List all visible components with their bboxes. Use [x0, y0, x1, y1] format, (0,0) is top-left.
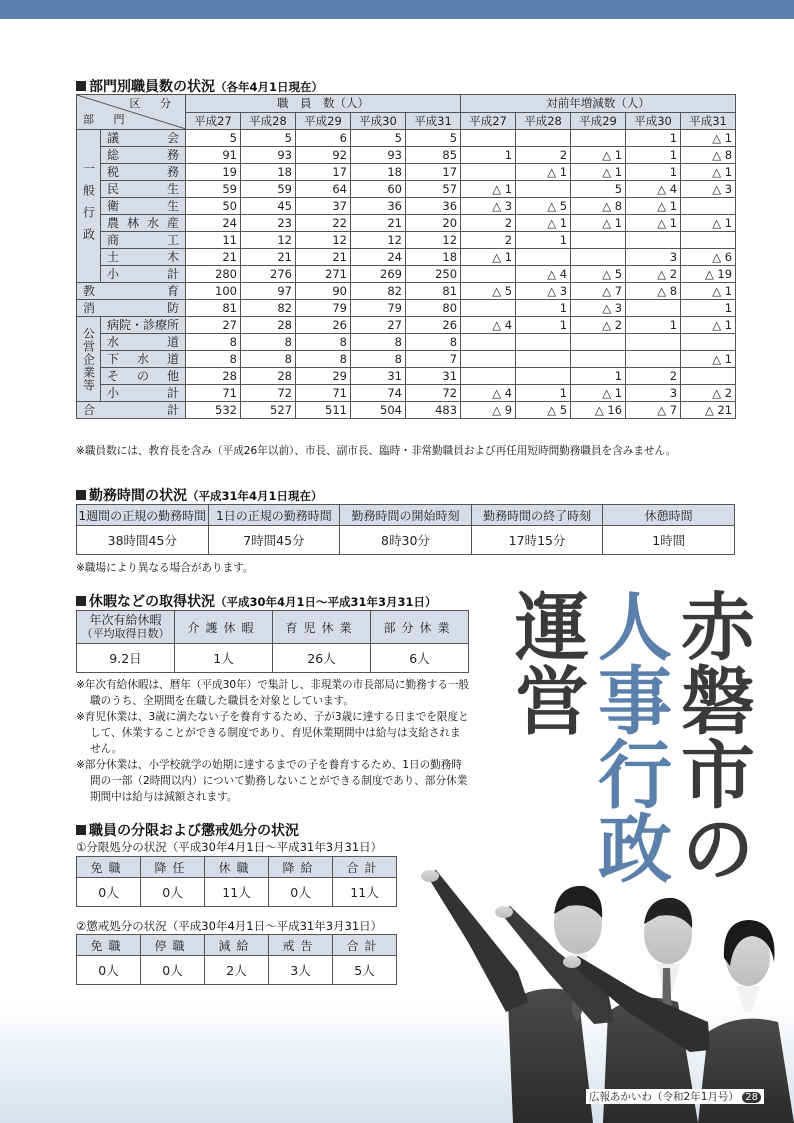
leave-header-annual	[77, 611, 175, 644]
section3-note: （平成30年4月1日～平成31年3月31日）	[215, 595, 437, 609]
table-row	[77, 147, 736, 164]
change-cell: △ 7	[571, 283, 626, 300]
table-row	[77, 164, 736, 181]
change-cell: 1	[626, 317, 681, 334]
work-hours-break: 1時間	[603, 526, 735, 555]
staff-cell: 12	[351, 232, 406, 249]
change-cell: 1	[461, 147, 516, 164]
row-label: その他	[101, 368, 186, 385]
staff-cell: 8	[241, 334, 296, 351]
work-hours-weekly: 38時間45分	[77, 526, 209, 555]
change-cell	[626, 300, 681, 317]
disposition-header-dismissal: 免職	[77, 857, 141, 878]
leave-annual-value: 9.2日	[77, 644, 175, 673]
change-cell	[681, 368, 736, 385]
section2-footnote: ※職場により異なる場合があります。	[76, 562, 254, 574]
change-cell: △ 1	[516, 215, 571, 232]
staff-cell: 6	[296, 130, 351, 147]
staff-cell: 85	[406, 147, 461, 164]
staff-cell: 81	[406, 283, 461, 300]
change-year-header: 平成30	[626, 112, 681, 130]
staff-cell: 31	[406, 368, 461, 385]
staff-cell: 27	[351, 317, 406, 334]
section3-footnote-3: ※部分休業は、小学校就学の始期に達するまでの子を養育するため、1日の勤務時間の一部（2時間以内）について勤務しないことができる制度であり、部分休業期間中は給与は減額されます。	[76, 759, 468, 803]
change-cell: △ 3	[516, 283, 571, 300]
row-label: 総務	[101, 147, 186, 164]
change-cell	[461, 164, 516, 181]
staff-cell: 93	[351, 147, 406, 164]
row-label: 農林水産	[101, 215, 186, 232]
disposition-paycut: 0人	[269, 878, 333, 907]
staff-cell: 8	[186, 351, 241, 368]
table-row	[77, 232, 736, 249]
change-cell	[461, 351, 516, 368]
square-bullet-icon	[76, 490, 86, 500]
leave-care-value: 1人	[175, 644, 273, 673]
disposition-header-leave: 休職	[205, 857, 269, 878]
leave-header-annual-sub: （平均取得日数）	[81, 627, 170, 640]
change-cell	[681, 232, 736, 249]
table-row	[77, 317, 736, 334]
change-cell: 1	[626, 130, 681, 147]
section2-title	[76, 485, 323, 505]
change-cell	[681, 198, 736, 215]
staff-cell: 5	[351, 130, 406, 147]
staff-cell: 511	[296, 402, 351, 419]
staff-cell: 71	[186, 385, 241, 402]
change-cell: 3	[626, 249, 681, 266]
staff-cell: 527	[241, 402, 296, 419]
staff-cell: 91	[186, 147, 241, 164]
staff-cell: 64	[296, 181, 351, 198]
staff-cell: 82	[351, 283, 406, 300]
change-cell: △ 5	[516, 402, 571, 419]
change-cell	[571, 351, 626, 368]
change-cell: △ 5	[461, 283, 516, 300]
section2-note: （平成31年4月1日現在）	[187, 489, 323, 503]
table-row	[77, 334, 736, 351]
row-label: 商工	[101, 232, 186, 249]
change-cell: △ 19	[681, 266, 736, 283]
change-cell: △ 1	[626, 215, 681, 232]
change-cell	[681, 334, 736, 351]
staff-cell: 57	[406, 181, 461, 198]
staff-cell: 23	[241, 215, 296, 232]
staff-count-table	[76, 94, 736, 419]
staff-cell: 250	[406, 266, 461, 283]
staff-year-header: 平成30	[351, 112, 406, 130]
status-disposition-table	[76, 856, 397, 907]
staff-cell: 97	[241, 283, 296, 300]
staff-cell: 280	[186, 266, 241, 283]
section1-footnote: ※職員数には、教育長を含み（平成26年以前）、市長、副市長、臨時・非常勤職員および再任用短時間勤務職員を含みません。	[76, 445, 677, 457]
staff-cell: 18	[351, 164, 406, 181]
section1-note: （各年4月1日現在）	[215, 80, 324, 94]
change-cell	[571, 249, 626, 266]
change-cell: △ 5	[571, 266, 626, 283]
work-hours-header-weekly: 1週間の正規の勤務時間	[77, 505, 209, 526]
staff-cell: 12	[241, 232, 296, 249]
table-corner	[77, 95, 186, 130]
section1-title-text: 部門別職員数の状況	[89, 79, 215, 95]
staff-cell: 8	[296, 334, 351, 351]
discipline-dismissal: 0人	[77, 956, 141, 985]
page-title-line3: 運営	[503, 588, 589, 736]
change-cell	[516, 181, 571, 198]
page-footer	[586, 1089, 764, 1104]
change-year-header: 平成31	[681, 112, 736, 130]
change-cell: △ 1	[681, 283, 736, 300]
change-cell: △ 3	[461, 198, 516, 215]
staff-year-header: 平成28	[241, 112, 296, 130]
dept-group-general: 一般行政	[77, 130, 101, 283]
staff-cell: 269	[351, 266, 406, 283]
top-band	[0, 0, 794, 19]
change-cell: △ 1	[461, 181, 516, 198]
table-row	[77, 351, 736, 368]
change-cell: 1	[681, 300, 736, 317]
change-cell: △ 8	[681, 147, 736, 164]
staff-cell: 45	[241, 198, 296, 215]
staff-cell: 21	[296, 249, 351, 266]
staff-cell: 11	[186, 232, 241, 249]
staff-cell: 21	[241, 249, 296, 266]
change-cell: △ 1	[681, 215, 736, 232]
staff-cell: 8	[351, 351, 406, 368]
change-cell: 3	[626, 385, 681, 402]
change-cell: 1	[571, 368, 626, 385]
change-cell: △ 6	[681, 249, 736, 266]
staff-cell: 31	[351, 368, 406, 385]
change-cell: △ 1	[681, 351, 736, 368]
discipline-header-dismissal: 免職	[77, 935, 141, 956]
discipline-header-reprimand: 戒告	[269, 935, 333, 956]
staff-cell: 79	[351, 300, 406, 317]
work-hours-table	[76, 504, 735, 555]
section3-title	[76, 591, 437, 611]
work-hours-start: 8時30分	[340, 526, 472, 555]
leave-table	[76, 610, 469, 673]
change-cell: △ 1	[626, 198, 681, 215]
disposition-header-demotion: 降任	[141, 857, 205, 878]
staff-cell: 276	[241, 266, 296, 283]
change-cell: 2	[516, 147, 571, 164]
corner-top-label: 区 分	[129, 97, 179, 110]
staff-cell: 100	[186, 283, 241, 300]
staff-cell: 18	[406, 249, 461, 266]
section2-title-text: 勤務時間の状況	[89, 488, 187, 504]
discipline-total: 5人	[333, 956, 397, 985]
staff-cell: 19	[186, 164, 241, 181]
change-cell: 1	[516, 385, 571, 402]
dept-group-public: 公営企業等	[77, 317, 101, 402]
corner-bottom-label: 部 門	[83, 113, 133, 126]
discipline-sub2: ②懲戒処分の状況（平成30年4月1日～平成31年3月31日）	[76, 919, 383, 933]
table-row	[77, 266, 736, 283]
change-cell: △ 8	[571, 198, 626, 215]
work-hours-header-start: 勤務時間の開始時刻	[340, 505, 472, 526]
row-label: 教育	[77, 283, 186, 300]
change-cell: 1	[516, 232, 571, 249]
staff-cell: 81	[186, 300, 241, 317]
change-cell	[516, 351, 571, 368]
staff-table-body	[77, 130, 736, 419]
discipline-sub1: ①分限処分の状況（平成30年4月1日～平成31年3月31日）	[76, 840, 383, 854]
staff-cell: 80	[406, 300, 461, 317]
square-bullet-icon	[76, 825, 86, 835]
change-cell: 5	[571, 181, 626, 198]
staff-year-header: 平成27	[186, 112, 241, 130]
staff-cell: 24	[351, 249, 406, 266]
change-cell: △ 1	[571, 147, 626, 164]
work-hours-end: 17時15分	[471, 526, 603, 555]
footer-publication: 広報あかいわ（令和2年1月号）	[589, 1091, 739, 1103]
change-cell	[571, 232, 626, 249]
discipline-header-suspension: 停職	[141, 935, 205, 956]
change-cell: △ 2	[681, 385, 736, 402]
change-cell	[571, 130, 626, 147]
change-cell: △ 8	[626, 283, 681, 300]
table-row	[77, 368, 736, 385]
change-cell	[516, 249, 571, 266]
staff-cell: 8	[186, 334, 241, 351]
change-cell: △ 5	[516, 198, 571, 215]
change-cell: △ 1	[571, 164, 626, 181]
staff-cell: 26	[406, 317, 461, 334]
leave-header-childcare: 育児休業	[273, 611, 371, 644]
table-row	[77, 385, 736, 402]
work-hours-daily: 7時間45分	[208, 526, 340, 555]
change-cell	[571, 334, 626, 351]
row-label: 土木	[101, 249, 186, 266]
square-bullet-icon	[76, 596, 86, 606]
staff-year-header: 平成31	[406, 112, 461, 130]
change-cell: △ 16	[571, 402, 626, 419]
table-row	[77, 198, 736, 215]
staff-cell: 29	[296, 368, 351, 385]
staff-cell: 24	[186, 215, 241, 232]
row-label: 民生	[101, 181, 186, 198]
change-cell: △ 2	[571, 317, 626, 334]
change-cell	[516, 334, 571, 351]
staff-cell: 72	[241, 385, 296, 402]
change-cell: △ 3	[681, 181, 736, 198]
square-bullet-icon	[76, 81, 86, 91]
table-row	[77, 402, 736, 419]
section3-footnote-2: ※育児休業は、3歳に満たない子を養育するため、子が3歳に達する日までを限度として、休業することができる制度であり、育児休業期間中は給与は支給されません。	[76, 711, 469, 755]
staff-cell: 59	[186, 181, 241, 198]
section4-title-text: 職員の分限および懲戒処分の状況	[89, 823, 299, 839]
row-label: 小計	[101, 266, 186, 283]
leave-header-care: 介護休暇	[175, 611, 273, 644]
section3-footnote-1: ※年次有給休暇は、暦年（平成30年）で集計し、非現業の市長部局に勤務する一般職のうち、全期間を在職した職員を対象としています。	[76, 679, 470, 707]
discipline-suspension: 0人	[141, 956, 205, 985]
staff-cell: 21	[186, 249, 241, 266]
change-cell: △ 4	[626, 181, 681, 198]
change-cell: 1	[626, 164, 681, 181]
staff-cell: 60	[351, 181, 406, 198]
row-label: 水道	[101, 334, 186, 351]
change-cell	[461, 266, 516, 283]
staff-cell: 483	[406, 402, 461, 419]
staff-year-header: 平成29	[296, 112, 351, 130]
change-cell	[461, 368, 516, 385]
staff-cell: 8	[406, 334, 461, 351]
staff-cell: 82	[241, 300, 296, 317]
table-row	[77, 300, 736, 317]
change-cell: △ 7	[626, 402, 681, 419]
section3-footnotes	[76, 677, 470, 805]
row-label: 小計	[101, 385, 186, 402]
staff-cell: 50	[186, 198, 241, 215]
leave-partial-value: 6人	[371, 644, 469, 673]
work-hours-header-break: 休憩時間	[603, 505, 735, 526]
row-label: 議会	[101, 130, 186, 147]
staff-cell: 90	[296, 283, 351, 300]
table-row	[77, 215, 736, 232]
change-cell	[626, 232, 681, 249]
discipline-header-total: 合計	[333, 935, 397, 956]
work-hours-header-daily: 1日の正規の勤務時間	[208, 505, 340, 526]
staff-cell: 12	[406, 232, 461, 249]
discipline-reprimand: 3人	[269, 956, 333, 985]
change-cell: △ 2	[626, 266, 681, 283]
discipline-paycut: 2人	[205, 956, 269, 985]
change-cell: △ 4	[516, 266, 571, 283]
staff-cell: 92	[296, 147, 351, 164]
change-cell: △ 3	[571, 300, 626, 317]
section4-title	[76, 820, 299, 840]
row-label: 税務	[101, 164, 186, 181]
table-row	[77, 130, 736, 147]
change-year-header: 平成29	[571, 112, 626, 130]
disposition-header-total: 合計	[333, 857, 397, 878]
change-cell: 1	[516, 300, 571, 317]
disciplinary-table	[76, 934, 397, 985]
change-cell: 1	[626, 147, 681, 164]
change-cell: 2	[461, 232, 516, 249]
staff-cell: 17	[296, 164, 351, 181]
row-label: 消防	[77, 300, 186, 317]
leave-header-partial: 部分休業	[371, 611, 469, 644]
row-label: 下水道	[101, 351, 186, 368]
staff-cell: 74	[351, 385, 406, 402]
staff-cell: 17	[406, 164, 461, 181]
staff-cell: 28	[241, 368, 296, 385]
page-title-line2: 人事行政	[586, 588, 672, 884]
staff-cell: 27	[186, 317, 241, 334]
discipline-header-paycut: 減給	[205, 935, 269, 956]
change-cell: △ 1	[681, 130, 736, 147]
staff-cell: 7	[406, 351, 461, 368]
change-cell: △ 1	[571, 215, 626, 232]
staff-cell: 12	[296, 232, 351, 249]
change-cell: △ 9	[461, 402, 516, 419]
staff-cell: 79	[296, 300, 351, 317]
change-cell: 2	[461, 215, 516, 232]
disposition-demotion: 0人	[141, 878, 205, 907]
row-label: 衛生	[101, 198, 186, 215]
change-cell: △ 21	[681, 402, 736, 419]
staff-cell: 71	[296, 385, 351, 402]
change-cell: △ 1	[461, 249, 516, 266]
staff-cell: 22	[296, 215, 351, 232]
staff-cell: 28	[241, 317, 296, 334]
staff-cell: 93	[241, 147, 296, 164]
staff-cell: 59	[241, 181, 296, 198]
staff-cell: 8	[241, 351, 296, 368]
staff-cell: 36	[351, 198, 406, 215]
staff-cell: 72	[406, 385, 461, 402]
change-cell	[461, 130, 516, 147]
staff-cell: 5	[186, 130, 241, 147]
staff-cell: 20	[406, 215, 461, 232]
section1-title	[76, 76, 323, 96]
staff-cell: 532	[186, 402, 241, 419]
change-cell: △ 1	[681, 164, 736, 181]
staff-cell: 504	[351, 402, 406, 419]
change-group-header: 対前年増減数（人）	[461, 95, 736, 113]
change-cell: △ 1	[571, 385, 626, 402]
staff-cell: 36	[406, 198, 461, 215]
leave-childcare-value: 26人	[273, 644, 371, 673]
section3-title-text: 休暇などの取得状況	[89, 594, 215, 610]
staff-cell: 5	[406, 130, 461, 147]
disposition-header-paycut: 降給	[269, 857, 333, 878]
table-row	[77, 283, 736, 300]
change-cell	[626, 334, 681, 351]
change-cell: △ 4	[461, 385, 516, 402]
change-cell	[626, 351, 681, 368]
staff-cell: 8	[351, 334, 406, 351]
change-cell: 2	[626, 368, 681, 385]
disposition-dismissal: 0人	[77, 878, 141, 907]
change-cell: 1	[516, 317, 571, 334]
change-year-header: 平成28	[516, 112, 571, 130]
staff-cell: 18	[241, 164, 296, 181]
table-row	[77, 181, 736, 198]
change-cell	[461, 300, 516, 317]
table-row	[77, 249, 736, 266]
staff-group-header: 職 員 数（人）	[186, 95, 461, 113]
change-cell	[516, 130, 571, 147]
pointing-staff-illustration	[418, 862, 794, 1123]
staff-cell: 28	[186, 368, 241, 385]
change-cell: △ 1	[681, 317, 736, 334]
staff-cell: 21	[351, 215, 406, 232]
page-number: 28	[742, 1092, 761, 1103]
disposition-total: 11人	[333, 878, 397, 907]
change-cell: △ 4	[461, 317, 516, 334]
change-cell	[516, 368, 571, 385]
page-title-line1: 赤磐市の	[669, 588, 755, 884]
row-label: 合計	[77, 402, 186, 419]
staff-cell: 37	[296, 198, 351, 215]
change-cell: △ 1	[516, 164, 571, 181]
staff-cell: 271	[296, 266, 351, 283]
staff-cell: 26	[296, 317, 351, 334]
row-label: 病院・診療所	[101, 317, 186, 334]
work-hours-header-end: 勤務時間の終了時刻	[471, 505, 603, 526]
staff-cell: 5	[241, 130, 296, 147]
leave-header-annual-text: 年次有給休暇	[89, 613, 162, 627]
change-cell	[461, 334, 516, 351]
change-year-header: 平成27	[461, 112, 516, 130]
disposition-leave: 11人	[205, 878, 269, 907]
staff-cell: 8	[296, 351, 351, 368]
